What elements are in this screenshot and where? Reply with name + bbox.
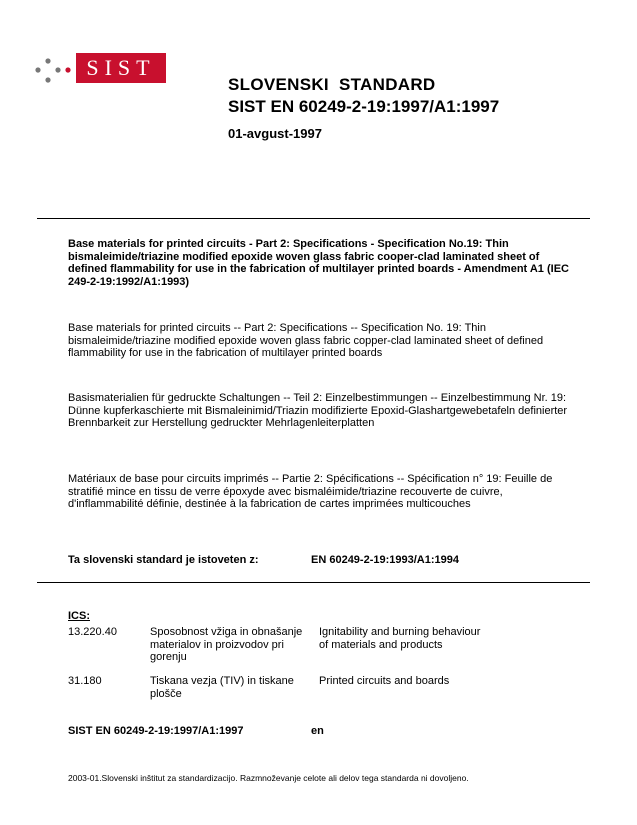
ics-description-en: Ignitability and burning behaviour of materials and products	[319, 626, 481, 651]
title-english: Base materials for printed circuits -- Part 2: Specifications -- Specification No. 19: Thin bismaleimide/triazine modified epoxide woven glass fabric copper-clad laminated sheet of defined flammability for use in the fabrication of multilayer printed boards	[68, 322, 544, 359]
title-english-bold: Base materials for printed circuits - Part 2: Specifications - Specification No.19: Thin bismaleimide/triazine modified epoxide woven glass fabric cooper-clad laminated sheet of defined flammability for use in the fabrication of multilayer printed boards - Amendment A1 (IEC 249-2-19:1992/A1:1993)	[68, 238, 569, 288]
middle-divider	[37, 582, 590, 583]
sist-logo	[76, 53, 166, 83]
standard-language: en	[311, 725, 324, 737]
standard-code-heading: SIST EN 60249-2-19:1997/A1:1997	[228, 97, 500, 116]
logo-text: SIST	[86, 55, 156, 80]
top-divider	[37, 218, 590, 219]
identical-value: EN 60249-2-19:1993/A1:1994	[311, 554, 459, 566]
title-german: Basismaterialien für gedruckte Schaltungen -- Teil 2: Einzelbestimmungen -- Einzelbestimmung Nr. 19: Dünne kupferkaschierte mit Bismaleinimid/Triazin modifizierte Epoxid-Glashartgewebetafeln definierter Brennbarkeit zur Herstellung gedruckter Mehrlagenleiterplatten	[68, 392, 568, 429]
title-french: Matériaux de base pour circuits imprimés -- Partie 2: Spécifications -- Spécification n° 19: Feuille de stratifié mince en tissu de verre époxyde avec bismaléimide/triazine recouverte de cuivre, d'inflammabilité définie, destinée à la fabrication de cartes imprimées multicouches	[68, 473, 553, 510]
ics-description-en: Printed circuits and boards	[319, 675, 450, 687]
sist-logo-dots-icon	[34, 58, 74, 88]
ics-description-sl: Tiskana vezja (TIV) in tiskane plošče	[150, 675, 294, 700]
ics-label: ICS:	[68, 610, 90, 622]
document-type-heading: SLOVENSKI STANDARD	[228, 75, 436, 94]
ics-code: 13.220.40	[68, 626, 117, 638]
publication-date: 01-avgust-1997	[228, 126, 322, 141]
ics-description-sl: Sposobnost vžiga in obnašanje materialov in proizvodov pri gorenju	[150, 626, 303, 663]
ics-code: 31.180	[68, 675, 102, 687]
copyright-footer: 2003-01.Slovenski inštitut za standardizacijo. Razmnoževanje celote ali delov tega standarda ni dovoljeno.	[68, 773, 469, 783]
standard-code: SIST EN 60249-2-19:1997/A1:1997	[68, 725, 244, 737]
identical-label: Ta slovenski standard je istoveten z:	[68, 554, 259, 566]
